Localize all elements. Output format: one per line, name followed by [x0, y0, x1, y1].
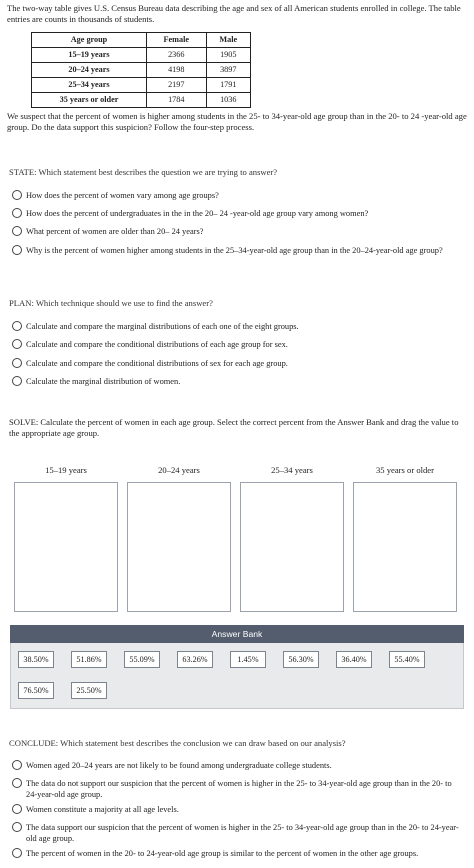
- state-option[interactable]: [12, 245, 462, 256]
- drop-zone-20-24[interactable]: [127, 482, 231, 612]
- option-label: Calculate and compare the conditional distributions of each age group for sex.: [26, 340, 288, 349]
- radio-button[interactable]: [12, 778, 22, 788]
- plan-prompt: PLAN: Which technique should we use to find the answer?: [9, 298, 213, 308]
- cell-female: 2197: [147, 78, 207, 93]
- table-header-row: [32, 33, 251, 48]
- state-option[interactable]: [12, 190, 462, 201]
- radio-button[interactable]: [12, 190, 22, 200]
- drop-zone-35-plus[interactable]: [353, 482, 457, 612]
- conclude-option[interactable]: [12, 760, 462, 771]
- option-label: The data do not support our suspicion that the percent of women is higher in the 25- to 34-year-old age group than in the 20- to 24-year-old age group.: [26, 779, 452, 800]
- option-label: Women constitute a majority at all age levels.: [26, 805, 179, 814]
- row-label: 15–19 years: [32, 48, 147, 63]
- row-label: 20–24 years: [32, 63, 147, 78]
- radio-button[interactable]: [12, 848, 22, 858]
- header-male: Male: [206, 33, 250, 48]
- answer-chip[interactable]: 76.50%: [18, 682, 54, 699]
- answer-bank-title: Answer Bank: [10, 625, 464, 643]
- cell-male: 1905: [206, 48, 250, 63]
- cell-male: 1791: [206, 78, 250, 93]
- drop-zone-25-34[interactable]: [240, 482, 344, 612]
- column-label-25-34: 25–34 years: [271, 465, 313, 475]
- radio-button[interactable]: [12, 804, 22, 814]
- table-row: [32, 48, 251, 63]
- plan-option[interactable]: [12, 339, 462, 350]
- answer-chip[interactable]: 55.09%: [124, 651, 160, 668]
- answer-chip[interactable]: 55.40%: [389, 651, 425, 668]
- column-label-15-19: 15–19 years: [45, 465, 87, 475]
- row-label: 25–34 years: [32, 78, 147, 93]
- table-row: [32, 78, 251, 93]
- radio-button[interactable]: [12, 208, 22, 218]
- answer-chip[interactable]: 38.50%: [18, 651, 54, 668]
- answer-chip[interactable]: 63.26%: [177, 651, 213, 668]
- answer-chip[interactable]: 25.50%: [71, 682, 107, 699]
- cell-female: 2366: [147, 48, 207, 63]
- state-prompt: STATE: Which statement best describes the question we are trying to answer?: [9, 167, 278, 177]
- answer-chip[interactable]: 51.86%: [71, 651, 107, 668]
- answer-chip[interactable]: 1.45%: [230, 651, 266, 668]
- option-label: Why is the percent of women higher among students in the 25–34-year-old age group than in the 20–24-year-old age group?: [26, 246, 443, 255]
- option-label: Calculate and compare the conditional distributions of sex for each age group.: [26, 359, 288, 368]
- state-option[interactable]: [12, 208, 462, 219]
- cell-male: 3897: [206, 63, 250, 78]
- radio-button[interactable]: [12, 822, 22, 832]
- plan-option[interactable]: [12, 358, 462, 369]
- conclude-option[interactable]: [12, 822, 462, 845]
- conclude-option[interactable]: [12, 778, 462, 801]
- radio-button[interactable]: [12, 376, 22, 386]
- conclude-prompt: CONCLUDE: Which statement best describes the conclusion we can draw based on our analysis?: [9, 738, 346, 748]
- table-row: [32, 93, 251, 108]
- radio-button[interactable]: [12, 321, 22, 331]
- header-female: Female: [147, 33, 207, 48]
- question-text: We suspect that the percent of women is higher among students in the 25- to 34-year-old age group than in the 20- to 24 -year-old age group. Do the data support this suspicion? Follow the four-step process.: [7, 111, 467, 133]
- option-label: Calculate and compare the marginal distributions of each one of the eight groups.: [26, 322, 299, 331]
- answer-bank: [10, 643, 464, 709]
- intro-text: The two-way table gives U.S. Census Bureau data describing the age and sex of all American students enrolled in college. The table entries are counts in thousands of students.: [7, 3, 461, 25]
- answer-chip[interactable]: 36.40%: [336, 651, 372, 668]
- age-sex-table: [31, 32, 251, 108]
- drop-zone-15-19[interactable]: [14, 482, 118, 612]
- cell-female: 1784: [147, 93, 207, 108]
- solve-prompt: SOLVE: Calculate the percent of women in each age group. Select the correct percent from the Answer Bank and drag the value to the appropriate age group.: [9, 417, 459, 439]
- radio-button[interactable]: [12, 226, 22, 236]
- column-label-20-24: 20–24 years: [158, 465, 200, 475]
- option-label: Calculate the marginal distribution of women.: [26, 377, 181, 386]
- radio-button[interactable]: [12, 760, 22, 770]
- conclude-option[interactable]: [12, 848, 462, 859]
- plan-option[interactable]: [12, 376, 462, 387]
- radio-button[interactable]: [12, 358, 22, 368]
- cell-female: 4198: [147, 63, 207, 78]
- cell-male: 1036: [206, 93, 250, 108]
- option-label: The data support our suspicion that the percent of women is higher in the 25- to 34-year-old age group than in the 20- to 24-year-old age group.: [26, 823, 459, 844]
- state-option[interactable]: [12, 226, 462, 237]
- row-label: 35 years or older: [32, 93, 147, 108]
- column-label-35-plus: 35 years or older: [376, 465, 434, 475]
- radio-button[interactable]: [12, 339, 22, 349]
- conclude-option[interactable]: [12, 804, 462, 815]
- option-label: What percent of women are older than 20– 24 years?: [26, 227, 204, 236]
- option-label: Women aged 20–24 years are not likely to be found among undergraduate college students.: [26, 761, 332, 770]
- answer-chip[interactable]: 56.30%: [283, 651, 319, 668]
- header-age-group: Age group: [32, 33, 147, 48]
- plan-option[interactable]: [12, 321, 462, 332]
- option-label: How does the percent of women vary among age groups?: [26, 191, 219, 200]
- table-row: [32, 63, 251, 78]
- radio-button[interactable]: [12, 245, 22, 255]
- option-label: The percent of women in the 20- to 24-year-old age group is similar to the percent of women in the other age groups.: [26, 849, 419, 858]
- option-label: How does the percent of undergraduates in the in the 20– 24 -year-old age group vary among women?: [26, 209, 369, 218]
